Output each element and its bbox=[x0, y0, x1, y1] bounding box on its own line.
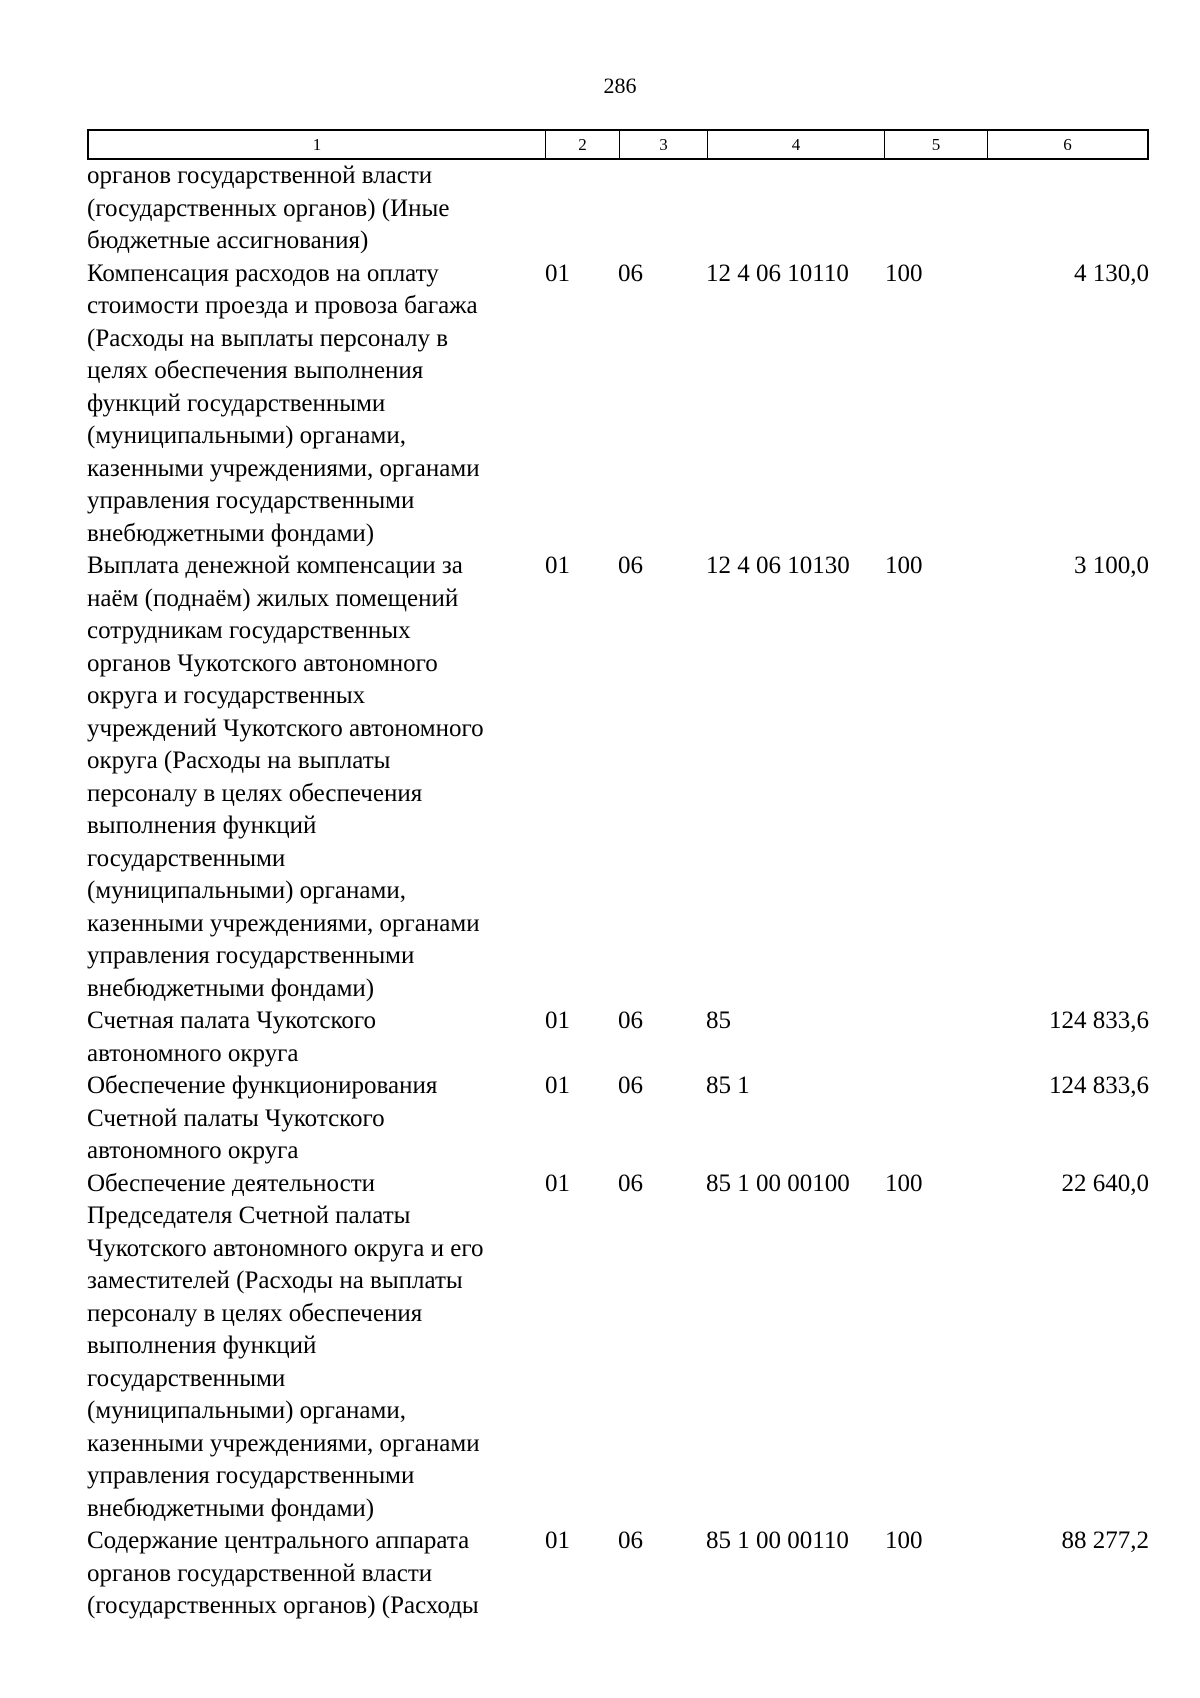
row-name-line: государственными bbox=[87, 1364, 286, 1392]
row-amount: 124 833,6 bbox=[1049, 1072, 1149, 1099]
row-name-line: управления государственными bbox=[87, 942, 415, 969]
row-target-article-code: 12 4 06 10110 bbox=[706, 259, 849, 287]
row-name-line: Председателя Счетной палаты bbox=[87, 1202, 411, 1229]
row-name-line: органов государственной власти bbox=[87, 162, 433, 189]
row-name-line: целях обеспечения выполнения bbox=[87, 357, 424, 384]
budget-table-body bbox=[87, 160, 1149, 1623]
header-col-4: 4 bbox=[708, 131, 885, 158]
table-row bbox=[87, 1168, 1149, 1526]
row-name-line: управления государственными bbox=[87, 487, 415, 514]
header-col-5: 5 bbox=[885, 131, 988, 158]
row-name-line: учреждений Чукотского автономного bbox=[87, 714, 484, 742]
row-subsection-code: 06 bbox=[618, 1007, 643, 1034]
row-target-article-code: 85 1 bbox=[706, 1072, 750, 1099]
row-name-line: сотрудникам государственных bbox=[87, 617, 411, 644]
row-name-line: персоналу в целях обеспечения bbox=[87, 779, 423, 807]
row-name-line: внебюджетными фондами) bbox=[87, 519, 375, 547]
row-expense-type-code: 100 bbox=[885, 1527, 923, 1554]
row-subsection-code: 06 bbox=[618, 1169, 643, 1197]
row-expense-type-code: 100 bbox=[885, 552, 923, 579]
row-name-line: Обеспечение функционирования bbox=[87, 1072, 438, 1099]
row-name bbox=[87, 1168, 544, 1526]
row-name-line: округа и государственных bbox=[87, 682, 366, 709]
row-name-line: Обеспечение деятельности bbox=[87, 1169, 376, 1197]
header-col-2: 2 bbox=[546, 131, 620, 158]
row-section-code: 01 bbox=[545, 1007, 570, 1034]
table-row bbox=[87, 1525, 1149, 1623]
row-section-code: 01 bbox=[545, 552, 570, 579]
row-name-line: внебюджетными фондами) bbox=[87, 974, 375, 1002]
header-col-6: 6 bbox=[1063, 135, 1072, 154]
row-name-line: Содержание центрального аппарата bbox=[87, 1527, 470, 1554]
row-name-line: персоналу в целях обеспечения bbox=[87, 1299, 423, 1327]
row-subsection-code: 06 bbox=[618, 552, 643, 579]
table-row bbox=[87, 1070, 1149, 1168]
row-expense-type-code: 100 bbox=[885, 259, 923, 287]
table-row bbox=[87, 1005, 1149, 1070]
row-subsection-code: 06 bbox=[618, 259, 643, 287]
row-amount: 22 640,0 bbox=[1061, 1169, 1149, 1197]
row-section-code: 01 bbox=[545, 1072, 570, 1099]
row-target-article-code: 85 bbox=[706, 1007, 731, 1034]
row-expense-type-code: 100 bbox=[885, 1169, 923, 1197]
row-name-line: казенными учреждениями, органами bbox=[87, 1429, 480, 1457]
row-section-code: 01 bbox=[545, 1527, 570, 1554]
header-col-1: 1 bbox=[89, 131, 546, 158]
table-header bbox=[87, 129, 1149, 160]
row-name-line: Выплата денежной компенсации за bbox=[87, 552, 463, 579]
row-name-line: казенными учреждениями, органами bbox=[87, 454, 480, 482]
table-row bbox=[87, 550, 1149, 1005]
row-name bbox=[87, 550, 544, 1005]
row-name-line: органов государственной власти bbox=[87, 1559, 433, 1587]
row-amount: 88 277,2 bbox=[1061, 1527, 1149, 1554]
header-col-3: 3 bbox=[620, 131, 708, 158]
row-target-article-code: 85 1 00 00100 bbox=[706, 1169, 850, 1197]
row-name-line: (муниципальными) органами, bbox=[87, 1397, 406, 1424]
row-name-line: органов Чукотского автономного bbox=[87, 649, 438, 677]
row-name-line: автономного округа bbox=[87, 1039, 299, 1067]
row-name-line: автономного округа bbox=[87, 1137, 299, 1164]
row-amount: 3 100,0 bbox=[1074, 552, 1149, 579]
row-section-code: 01 bbox=[545, 1169, 570, 1197]
row-name-line: Счетная палата Чукотского bbox=[87, 1007, 376, 1034]
table-row bbox=[87, 258, 1149, 551]
row-amount: 4 130,0 bbox=[1074, 259, 1149, 287]
row-name-line: внебюджетными фондами) bbox=[87, 1494, 375, 1522]
row-name-line: бюджетные ассигнования) bbox=[87, 227, 369, 254]
row-name-line: стоимости проезда и провоза багажа bbox=[87, 292, 478, 319]
row-section-code: 01 bbox=[545, 259, 570, 287]
row-amount: 124 833,6 bbox=[1049, 1007, 1149, 1034]
row-name-line: государственными bbox=[87, 844, 286, 872]
row-name-line: заместителей (Расходы на выплаты bbox=[87, 1267, 463, 1294]
row-name bbox=[87, 1525, 544, 1623]
row-name-line: Счетной палаты Чукотского bbox=[87, 1104, 385, 1132]
page-number: 286 bbox=[603, 73, 637, 98]
row-name-line: (Расходы на выплаты персоналу в bbox=[87, 324, 449, 352]
row-name-line: Чукотского автономного округа и его bbox=[87, 1234, 484, 1262]
row-name-line: выполнения функций bbox=[87, 812, 317, 839]
row-name-line: выполнения функций bbox=[87, 1332, 317, 1359]
row-name-line: казенными учреждениями, органами bbox=[87, 909, 480, 937]
row-name bbox=[87, 1005, 544, 1070]
row-name bbox=[87, 258, 544, 551]
row-subsection-code: 06 bbox=[618, 1072, 643, 1099]
row-name-line: округа (Расходы на выплаты bbox=[87, 747, 391, 774]
row-subsection-code: 06 bbox=[618, 1527, 643, 1554]
row-name-line: (муниципальными) органами, bbox=[87, 422, 406, 449]
row-name bbox=[87, 160, 544, 258]
row-name-line: наём (поднаём) жилых помещений bbox=[87, 584, 459, 612]
row-target-article-code: 12 4 06 10130 bbox=[706, 552, 850, 579]
row-name-line: (муниципальными) органами, bbox=[87, 877, 406, 904]
row-name bbox=[87, 1070, 544, 1168]
row-name-line: (государственных органов) (Иные bbox=[87, 194, 450, 222]
row-name-line: функций государственными bbox=[87, 389, 386, 417]
row-name-line: управления государственными bbox=[87, 1462, 415, 1489]
row-name-line: (государственных органов) (Расходы bbox=[87, 1592, 479, 1619]
row-target-article-code: 85 1 00 00110 bbox=[706, 1527, 849, 1554]
row-name-line: Компенсация расходов на оплату bbox=[87, 259, 439, 287]
table-row bbox=[87, 160, 1149, 258]
